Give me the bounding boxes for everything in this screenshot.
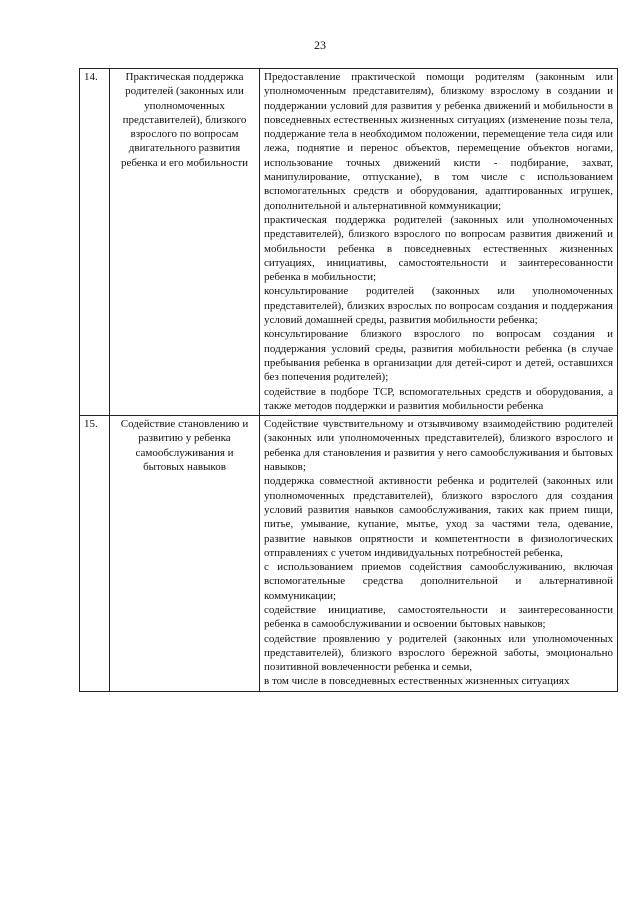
description-paragraph: в том числе в повседневных естественных жизненных ситуациях (264, 675, 570, 688)
description-paragraph: содействие инициативе, самостоятельности и заинтересованности ребенка в самообслуживании и освоении бытовых навыков; (264, 603, 613, 631)
description-paragraph: с использованием приемов содействия самообслуживанию, включая вспомогательные средства дополнительной и альтернативной коммуникации; (264, 561, 613, 602)
description-paragraph: практическая поддержка родителей (законных или уполномоченных представителей), близкого взрослого по вопросам развития движений и мобильности ребенка в повседневных естественных жизненных ситуациях, инициативы, самостоятельности и заинтересованности ребенка в мобильности; (264, 213, 613, 284)
description-paragraph: консультирование близкого взрослого по вопросам создания и поддержания условий среды, развития мобильности ребенка (в случае пребывания ребенка в организации для детей-сирот и детей, оставшихся без попечения родителей); (264, 328, 613, 384)
service-name: Содействие становлению и развитию у ребенка самообслуживания и бытовых навыков (110, 416, 260, 692)
services-table (79, 68, 618, 692)
description-paragraph: поддержка совместной активности ребенка и родителей (законных или уполномоченных представителей), близкого взрослого для создания условий развития навыков самообслуживания, таких как прием пищи, питье, умывание, купание, мытье, уход за частями тела, одевание, развитие навыков опрятности и компетентности в физиологических отправлениях с учетом индивидуальных потребностей ребенка, (264, 475, 613, 559)
service-name: Практическая поддержка родителей (законных или уполномоченных представителей), близкого взрослого по вопросам двигательного развития ребенка и его мобильности (110, 69, 260, 416)
description-paragraph: содействие в подборе ТСР, вспомогательных средств и оборудования, а также методов поддержки и развития мобильности ребенка (264, 385, 613, 412)
table-row (80, 416, 618, 692)
description-paragraph: содействие проявлению у родителей (законных или уполномоченных представителей), близкого взрослого бережной заботы, эмоционально позитивной вовлеченности ребенка и семьи, (264, 632, 613, 674)
service-description (260, 416, 618, 692)
description-paragraph: консультирование родителей (законных или уполномоченных представителей), близких взрослых по вопросам создания и поддержания условий домашней среды, развития мобильности ребенка; (264, 285, 613, 327)
service-description (260, 69, 618, 416)
description-paragraph: Содействие чувствительному и отзывчивому взаимодействию родителей (законных или уполномоченных представителей), близкого взрослого и ребенка для становления и развития у него самообслуживания и бытовых навыков; (264, 418, 613, 474)
description-paragraph: Предоставление практической помощи родителям (законным или уполномоченным представителям), близкому взрослому в создании и поддержании условий для развития у ребенка движений и мобильности в повседневных естественных жизненных ситуациях (изменение позы тела, поддержание тела в необходимом положении, перемещение тела сидя или лежа, поднятие и перенос объектов, перемещение объектов ногами, использование точных движений кисти - подбирание, захват, манипулирование, отпускание), в том числе с использованием вспомогательных средств и оборудования, адаптированных игрушек, дополнительной и альтернативной коммуникации; (264, 71, 613, 212)
row-number: 14. (80, 69, 110, 416)
row-number: 15. (80, 416, 110, 692)
page-number: 23 (314, 38, 326, 52)
table-row (80, 69, 618, 416)
